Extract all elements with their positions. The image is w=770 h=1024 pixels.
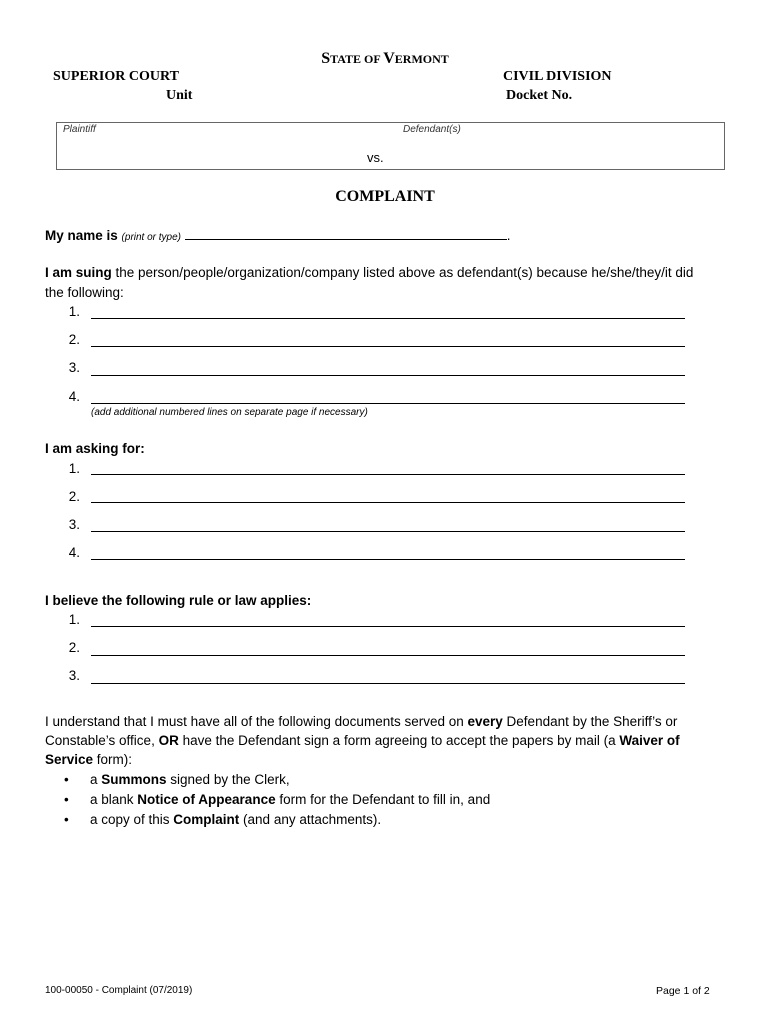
bullet-summons: a Summons signed by the Clerk, (90, 772, 290, 787)
asking-number: 2. (68, 489, 80, 504)
service-paragraph-line-2: Constable’s office, OR have the Defendant sign a form agreeing to accept the papers by mail (a Waiver of (45, 733, 680, 748)
law-line-2[interactable] (91, 655, 685, 656)
page-number: Page 1 of 2 (656, 985, 710, 997)
law-heading: I believe the following rule or law applies: (45, 593, 312, 608)
law-line-1[interactable] (91, 626, 685, 627)
law-number: 3. (68, 668, 80, 683)
caption-box (56, 122, 725, 170)
suing-number: 1. (68, 304, 80, 319)
asking-heading: I am asking for: (45, 441, 145, 456)
asking-number: 1. (68, 461, 80, 476)
name-field[interactable] (185, 228, 507, 240)
bullet-icon: • (64, 772, 69, 787)
name-row: My name is (print or type) . (45, 228, 511, 243)
service-paragraph-line-3: Service form): (45, 752, 133, 767)
bullet-complaint-copy: a copy of this Complaint (and any attachments). (90, 812, 382, 827)
law-number: 2. (68, 640, 80, 655)
law-number: 1. (68, 612, 80, 627)
suing-number: 4. (68, 389, 80, 404)
suing-line-2[interactable] (91, 346, 685, 347)
law-line-3[interactable] (91, 683, 685, 684)
additional-lines-note: (add additional numbered lines on separate page if necessary) (91, 407, 368, 418)
suing-line-4[interactable] (91, 403, 685, 404)
suing-line-3[interactable] (91, 375, 685, 376)
document-title: COMPLAINT (335, 188, 435, 205)
asking-number: 4. (68, 545, 80, 560)
form-id: 100-00050 - Complaint (07/2019) (45, 985, 193, 996)
versus-label: vs. (367, 150, 384, 165)
suing-statement: I am suing the person/people/organization/company listed above as defendant(s) because he/she/they/it did (45, 265, 694, 280)
docket-label: Docket No. (506, 88, 573, 103)
bullet-notice-of-appearance: a blank Notice of Appearance form for the Defendant to fill in, and (90, 792, 491, 807)
asking-number: 3. (68, 517, 80, 532)
service-paragraph-line-1: I understand that I must have all of the following documents served on every Defendant by the Sheriff’s or (45, 714, 678, 729)
suing-line-1[interactable] (91, 318, 685, 319)
plaintiff-label: Plaintiff (63, 124, 96, 135)
asking-line-2[interactable] (91, 502, 685, 503)
defendant-label: Defendant(s) (403, 124, 461, 135)
bullet-icon: • (64, 792, 69, 807)
state-heading: STATE OF VERMONT (321, 50, 449, 67)
unit-label: Unit (166, 88, 193, 103)
suing-number: 2. (68, 332, 80, 347)
suing-statement-cont: the following: (45, 285, 124, 300)
asking-line-1[interactable] (91, 474, 685, 475)
name-hint: (print or type) (121, 232, 182, 243)
court-name: SUPERIOR COURT (53, 69, 179, 84)
name-label: My name is (45, 228, 118, 243)
bullet-icon: • (64, 812, 69, 827)
asking-line-3[interactable] (91, 531, 685, 532)
asking-line-4[interactable] (91, 559, 685, 560)
suing-number: 3. (68, 360, 80, 375)
division-name: CIVIL DIVISION (503, 69, 612, 84)
